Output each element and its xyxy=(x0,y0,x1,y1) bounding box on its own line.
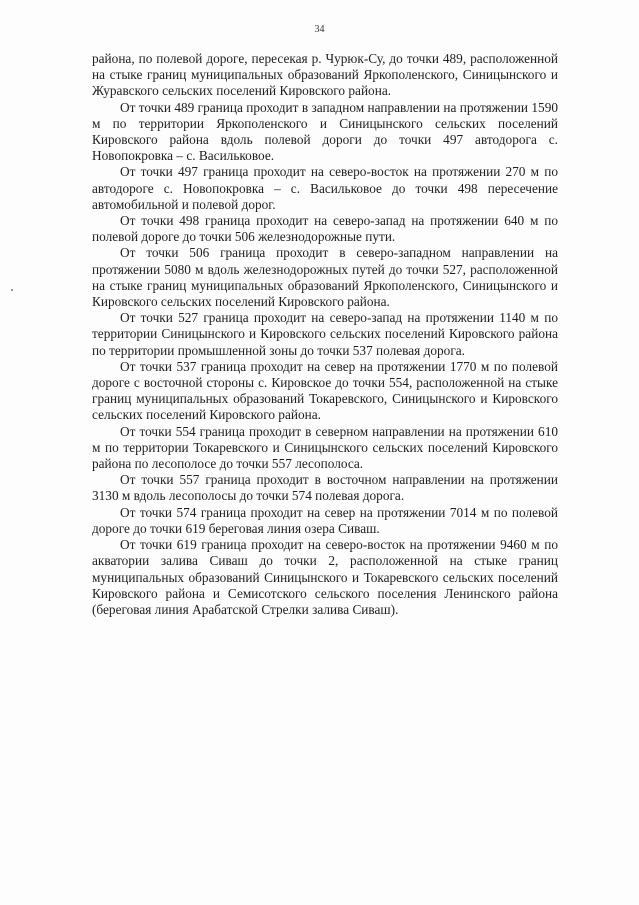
paragraph: От точки 537 граница проходит на север на протяжении 1770 м по полевой дороге с восточной стороны с. Кировское до точки 554, расположенной на стыке границ муниципальных образований Токаревского, Синицынского и Кировского сельских поселений Кировского района. xyxy=(92,358,558,423)
paragraph: От точки 574 граница проходит на север на протяжении 7014 м по полевой дороге до точки 619 береговая линия озера Сиваш. xyxy=(92,504,558,536)
paragraph: От точки 619 граница проходит на северо-восток на протяжении 9460 м по акватории залива Сиваш до точки 2, расположенной на стыке границ муниципальных образований Синицынского и Токаревского сельских поселений Кировского района и Семисотского сельского поселения Ленинского района (береговая линия Арабатской Стрелки залива Сиваш). xyxy=(92,537,558,617)
page-number: 34 xyxy=(314,24,325,35)
paragraph: От точки 498 граница проходит на северо-запад на протяжении 640 м по полевой дороге до точки 506 железнодорожные пути. xyxy=(92,213,558,245)
paragraph: От точки 506 граница проходит в северо-западном направлении на протяжении 5080 м вдоль железнодорожных путей до точки 527, расположенной на стыке границ муниципальных образований Яркополенского, Синицынского и Кировского сельских поселений Кировского района. xyxy=(92,245,558,310)
document-body xyxy=(92,51,558,618)
paragraph: От точки 554 граница проходит в северном направлении на протяжении 610 м по территории Токаревского и Синицынского сельских поселений Кировского района по лесополосе до точки 557 лесополоса. xyxy=(92,423,558,472)
paragraph: От точки 557 граница проходит в восточном направлении на протяжении 3130 м вдоль лесополосы до точки 574 полевая дорога. xyxy=(92,472,558,504)
paragraph: От точки 527 граница проходит на северо-запад на протяжении 1140 м по территории Синицынского и Кировского сельских поселений Кировского района по территории промышленной зоны до точки 537 полевая дорога. xyxy=(92,310,558,358)
margin-mark xyxy=(11,289,13,291)
paragraph-continuation: района, по полевой дороге, пересекая р. Чурюк-Су, до точки 489, расположенной на стыке границ муниципальных образований Яркополенского, Синицынского и Журавского сельских поселений Кировского района. xyxy=(92,51,558,99)
paragraph: От точки 489 граница проходит в западном направлении на протяжении 1590 м по территории Яркополенского и Синицынского сельских поселений Кировского района вдоль полевой дороги до точки 497 автодорога с. Новопокровка – с. Васильковое. xyxy=(92,99,558,164)
paragraph: От точки 497 граница проходит на северо-восток на протяжении 270 м по автодороге с. Новопокровка – с. Васильковое до точки 498 пересечение автомобильной и полевой дорог. xyxy=(92,164,558,212)
